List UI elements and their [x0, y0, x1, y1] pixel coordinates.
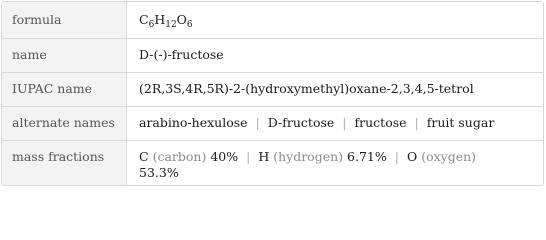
- label-mass-fractions: mass fractions: [12, 149, 105, 164]
- mf-value: 6.71%: [347, 149, 387, 164]
- label-cell: [2, 141, 127, 186]
- alternate-name: fruit sugar: [426, 115, 495, 130]
- label-cell: [2, 73, 127, 106]
- mf-symbol: H: [258, 149, 270, 164]
- mf-element: (oxygen): [421, 149, 477, 164]
- row-mass-fractions: [2, 140, 543, 186]
- separator: |: [414, 115, 419, 130]
- mf-symbol: C: [139, 149, 149, 164]
- mf-value: 40%: [210, 149, 239, 164]
- formula-o: O: [176, 12, 187, 27]
- label-cell: [2, 39, 127, 72]
- mass-fraction-oxygen-value: 53.3%: [139, 165, 179, 180]
- mf-element: (hydrogen): [273, 149, 344, 164]
- formula-h: H: [154, 12, 166, 27]
- row-name: [2, 38, 543, 72]
- mass-fractions-line-1: [139, 149, 476, 165]
- label-cell: [2, 107, 127, 140]
- formula-o-sub: 6: [186, 20, 193, 30]
- separator: |: [394, 149, 399, 164]
- separator: |: [342, 115, 347, 130]
- formula-c: C: [139, 12, 149, 27]
- row-alternate-names: [2, 106, 543, 140]
- properties-table: [1, 1, 544, 186]
- separator: |: [255, 115, 260, 130]
- separator: |: [246, 149, 251, 164]
- name-value: D-(-)-fructose: [139, 47, 224, 62]
- label-name: name: [12, 47, 47, 62]
- mf-symbol: O: [406, 149, 418, 164]
- label-alternate-names: alternate names: [12, 115, 115, 130]
- alternate-name: fructose: [354, 115, 407, 130]
- alternate-name: D-fructose: [267, 115, 335, 130]
- row-iupac-name: [2, 72, 543, 106]
- formula-h-sub: 12: [165, 20, 177, 30]
- alternate-name: arabino-hexulose: [139, 115, 248, 130]
- label-iupac-name: IUPAC name: [12, 81, 93, 96]
- label-cell: [2, 2, 127, 38]
- alternate-names-value: [139, 115, 494, 131]
- formula-value: [139, 12, 193, 28]
- label-formula: formula: [12, 12, 62, 27]
- formula-c-sub: 6: [148, 20, 155, 30]
- row-formula: [2, 2, 543, 38]
- mf-element: (carbon): [152, 149, 207, 164]
- iupac-name-value: (2R,3S,4R,5R)-2-(hydroxymethyl)oxane-2,3,4,5-tetrol: [139, 81, 474, 96]
